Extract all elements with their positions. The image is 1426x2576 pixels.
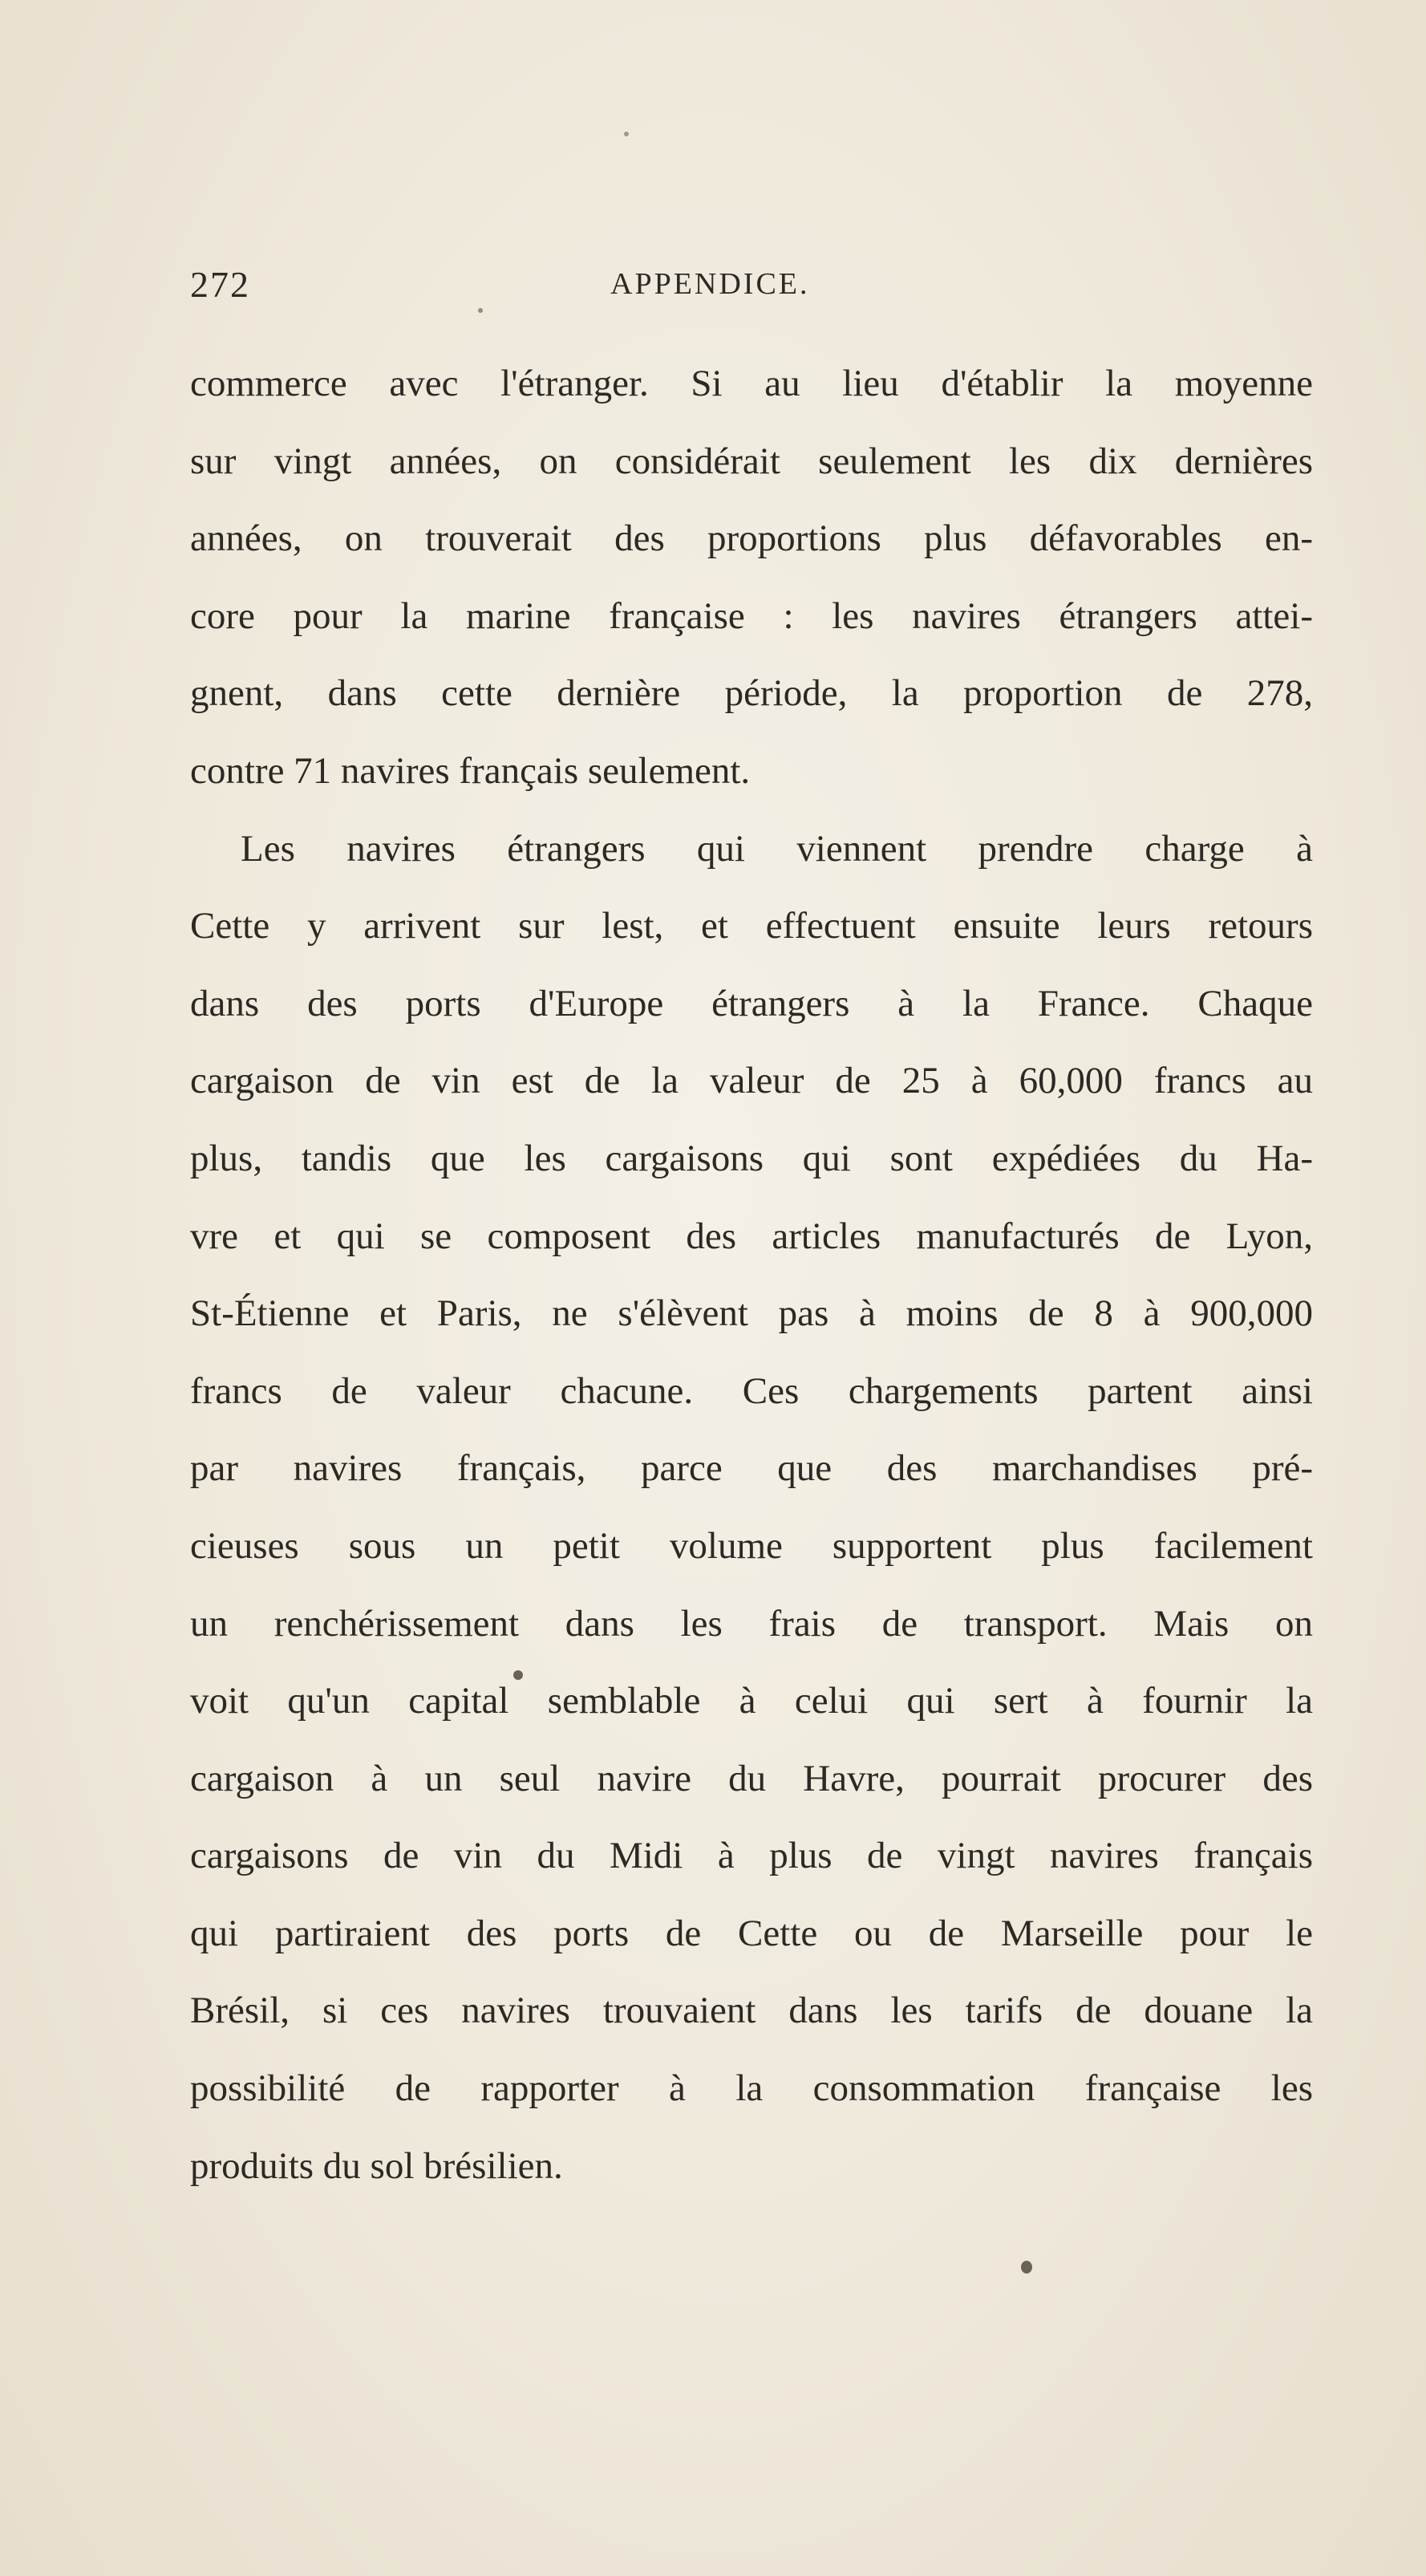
text-line: dans des ports d'Europe étrangers à la France. Chaque <box>190 982 1313 1024</box>
page-header <box>190 255 1313 319</box>
text-line: plus, tandis que les cargaisons qui sont expédiées du Ha- <box>190 1137 1313 1179</box>
text-line: St-Étienne et Paris, ne s'élèvent pas à moins de 8 à 900,000 <box>190 1292 1313 1335</box>
text-line: commerce avec l'étranger. Si au lieu d'établir la moyenne <box>190 363 1313 404</box>
ink-speck <box>1021 2261 1032 2274</box>
page-number: 272 <box>190 264 250 305</box>
text-line: Cette y arrivent sur lest, et effectuent ensuite leurs retours <box>190 905 1313 947</box>
ink-speck <box>624 132 629 136</box>
text-line: possibilité de rapporter à la consommation française les <box>190 2067 1313 2110</box>
paragraph-1 <box>190 345 1313 810</box>
text-line: voit qu'un capital semblable à celui qui sert à fournir la <box>190 1680 1313 1722</box>
body-text <box>190 345 1313 2205</box>
paragraph-2 <box>190 810 1313 2205</box>
ink-speck <box>513 1670 523 1680</box>
text-line: cieuses sous un petit volume supportent plus facilement <box>190 1524 1313 1567</box>
text-line: un renchérissement dans les frais de transport. Mais on <box>190 1602 1313 1645</box>
text-line: cargaison de vin est de la valeur de 25 à 60,000 francs au <box>190 1060 1313 1102</box>
text-line: vre et qui se composent des articles manufacturés de Lyon, <box>190 1215 1313 1257</box>
text-line: sur vingt années, on considérait seulement les dix dernières <box>190 440 1313 482</box>
running-head: APPENDICE. <box>610 267 810 301</box>
text-line: cargaisons de vin du Midi à plus de vingt navires français <box>190 1835 1313 1877</box>
ink-speck <box>478 308 483 313</box>
text-line: core pour la marine française : les navires étrangers attei- <box>190 594 1313 637</box>
text-line: Les navires étrangers qui viennent prendre charge à <box>241 827 1313 870</box>
text-line: produits du sol brésilien. <box>190 2144 563 2187</box>
text-line: Brésil, si ces navires trouvaient dans les tarifs de douane la <box>190 1990 1313 2032</box>
text-line: gnent, dans cette dernière période, la proportion de 278, <box>190 672 1313 715</box>
text-line: francs de valeur chacune. Ces chargements partent ainsi <box>190 1369 1313 1412</box>
text-line: par navires français, parce que des marchandises pré- <box>190 1447 1313 1490</box>
text-line: cargaison à un seul navire du Havre, pourrait procurer des <box>190 1757 1313 1799</box>
text-line: qui partiraient des ports de Cette ou de Marseille pour le <box>190 1912 1313 1954</box>
text-line: années, on trouverait des proportions plus défavorables en- <box>190 517 1313 560</box>
text-line: contre 71 navires français seulement. <box>190 749 751 792</box>
